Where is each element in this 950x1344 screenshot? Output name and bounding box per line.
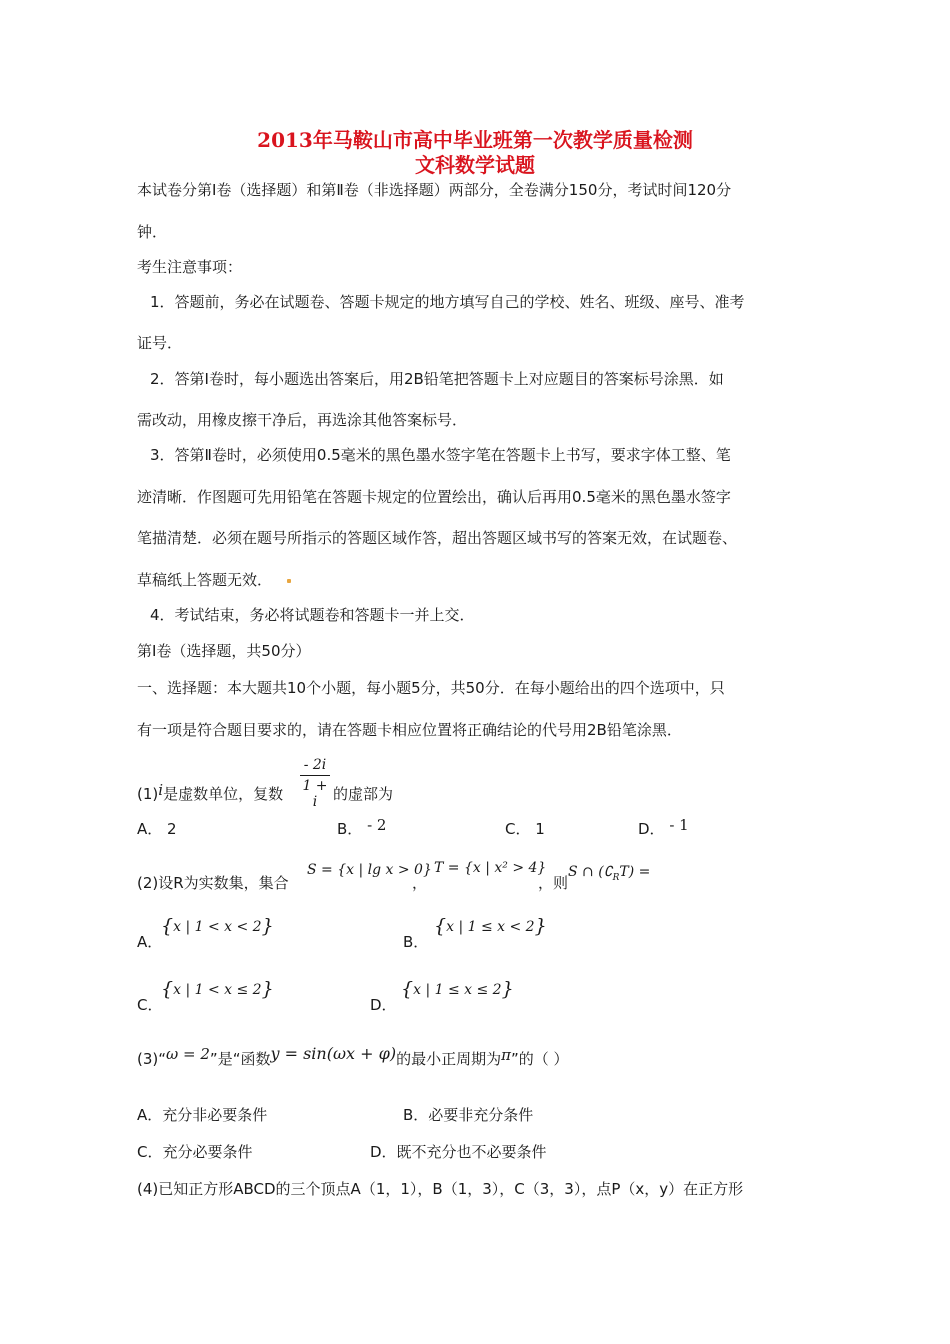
q1-option-d-value: - 1: [669, 816, 689, 834]
intro-line2: 钟．: [137, 223, 168, 241]
q1-fraction: [300, 757, 330, 810]
q3-stem: [137, 1044, 569, 1069]
q1-fraction-denominator: 1 + i: [302, 778, 328, 810]
q4-stem: (4)已知正方形ABCD的三个顶点A（1，1），B（1，3），C（3，3），点P（x，y）在正方形: [137, 1180, 744, 1198]
q3-option-a[interactable]: A．充分非必要条件: [137, 1106, 268, 1124]
q2-option-b-label[interactable]: B．: [403, 933, 429, 951]
q2-set-s: S = {x | lg x > 0}: [307, 862, 432, 878]
q2-option-a-text: x | 1 < x < 2: [173, 919, 262, 935]
note1-line1: 1．答题前，务必在试题卷、答题卡规定的地方填写自己的学校、姓名、班级、座号、准考: [150, 293, 745, 311]
q2-option-a-label[interactable]: A．: [137, 933, 163, 951]
q1-option-c[interactable]: [505, 818, 545, 839]
q3-open-quote: “: [158, 1050, 167, 1068]
q3-option-d[interactable]: D．既不充分也不必要条件: [370, 1143, 547, 1161]
q2-set-t: T = {x | x² > 4}: [434, 860, 547, 876]
q1-imag-unit: i: [158, 781, 164, 799]
q2-comma2: ，则: [538, 874, 569, 892]
q1-fraction-bar: [300, 775, 330, 776]
q3-pi: π: [501, 1046, 511, 1064]
note3-line1: 3．答第Ⅱ卷时，必须使用0.5毫米的黑色墨水签字笔在答题卡上书写，要求字体工整、笔: [150, 446, 731, 464]
exam-title-line1: 2013年马鞍山市高中毕业班第一次教学质量检测: [257, 128, 693, 152]
q2-expr-part2: T) =: [619, 864, 651, 880]
q1-number: (1): [137, 785, 159, 803]
note4: 4．考试结束，务必将试题卷和答题卡一并上交．: [150, 606, 475, 624]
note3-line3: 笔描清楚．必须在题号所指示的答题区域作答，超出答题区域书写的答案无效，在试题卷、: [137, 529, 738, 547]
q1-option-a-label: A．: [137, 820, 163, 838]
q1-option-d-label: D．: [638, 820, 665, 838]
note3-line4: 草稿纸上答题无效．: [137, 571, 273, 589]
q2-expression: [568, 864, 650, 883]
q1-text2: 的虚部为: [333, 785, 394, 803]
q2-option-d-label[interactable]: D．: [370, 996, 397, 1014]
q2-comma1: ，: [412, 874, 428, 892]
q1-stem: [137, 783, 283, 804]
q3-option-b[interactable]: B．必要非充分条件: [403, 1106, 534, 1124]
q2-option-d-text: x | 1 ≤ x ≤ 2: [413, 982, 502, 998]
q2-expr-subscript: R: [612, 872, 620, 883]
q1-option-d[interactable]: [638, 818, 689, 839]
q1-option-c-label: C．: [505, 820, 531, 838]
q1-option-b-value: - 2: [367, 816, 387, 834]
note2-line2: 需改动，用橡皮擦干净后，再选涂其他答案标号．: [137, 411, 468, 429]
q2-option-c-value[interactable]: {x | 1 < x ≤ 2}: [161, 978, 274, 1000]
q3-number: (3): [137, 1050, 159, 1068]
note3-line2: 迹清晰．作图题可先用铅笔在答题卡规定的位置绘出，确认后再用0.5毫米的黑色墨水签字: [137, 488, 731, 506]
q2-stem: (2)设R为实数集，集合: [137, 874, 289, 892]
q2-option-d-value[interactable]: {x | 1 ≤ x ≤ 2}: [401, 978, 514, 1000]
q1-option-c-value: 1: [535, 820, 545, 838]
q1-option-a-value: 2: [167, 820, 177, 838]
q1-option-b-label: B．: [337, 820, 363, 838]
exam-title-line2: 文科数学试题: [415, 153, 535, 177]
q1-text1: 是虚数单位，复数: [163, 785, 284, 803]
notes-heading: 考生注意事项：: [137, 258, 243, 276]
section1-instructions-line1: 一、选择题：本大题共10个小题，每小题5分，共50分．在每小题给出的四个选项中，只: [137, 679, 725, 697]
q2-expr-part1: S ∩ (∁: [568, 864, 613, 880]
q1-option-b[interactable]: [337, 818, 386, 839]
q3-option-c[interactable]: C．充分必要条件: [137, 1143, 253, 1161]
q2-option-b-text: x | 1 ≤ x < 2: [446, 919, 535, 935]
q3-function: y = sin(ωx + φ): [270, 1044, 397, 1063]
note2-line1: 2．答第Ⅰ卷时，每小题选出答案后，用2B铅笔把答题卡上对应题目的答案标号涂黑．如: [150, 370, 724, 388]
q3-text3: ”的（ ）: [510, 1050, 569, 1068]
q3-text2: 的最小正周期为: [396, 1050, 502, 1068]
q1-option-a[interactable]: [137, 818, 177, 839]
section1-heading: 第Ⅰ卷（选择题，共50分）: [137, 642, 311, 660]
section1-instructions-line2: 有一项是符合题目要求的，请在答题卡相应位置将正确结论的代号用2B铅笔涂黑．: [137, 721, 682, 739]
q2-option-c-text: x | 1 < x ≤ 2: [173, 982, 262, 998]
q3-text1: ”是“函数: [209, 1050, 271, 1068]
q2-option-b-value[interactable]: {x | 1 ≤ x < 2}: [434, 915, 547, 937]
q2-option-c-label[interactable]: C．: [137, 996, 163, 1014]
q2-option-a-value[interactable]: {x | 1 < x < 2}: [161, 915, 274, 937]
intro-line1: 本试卷分第Ⅰ卷（选择题）和第Ⅱ卷（非选择题）两部分，全卷满分150分，考试时间120分: [137, 181, 732, 199]
q3-condition: ω = 2: [166, 1045, 210, 1063]
stray-dot: [287, 579, 291, 583]
note1-line2: 证号．: [137, 334, 183, 352]
q1-fraction-numerator: - 2i: [303, 757, 327, 773]
